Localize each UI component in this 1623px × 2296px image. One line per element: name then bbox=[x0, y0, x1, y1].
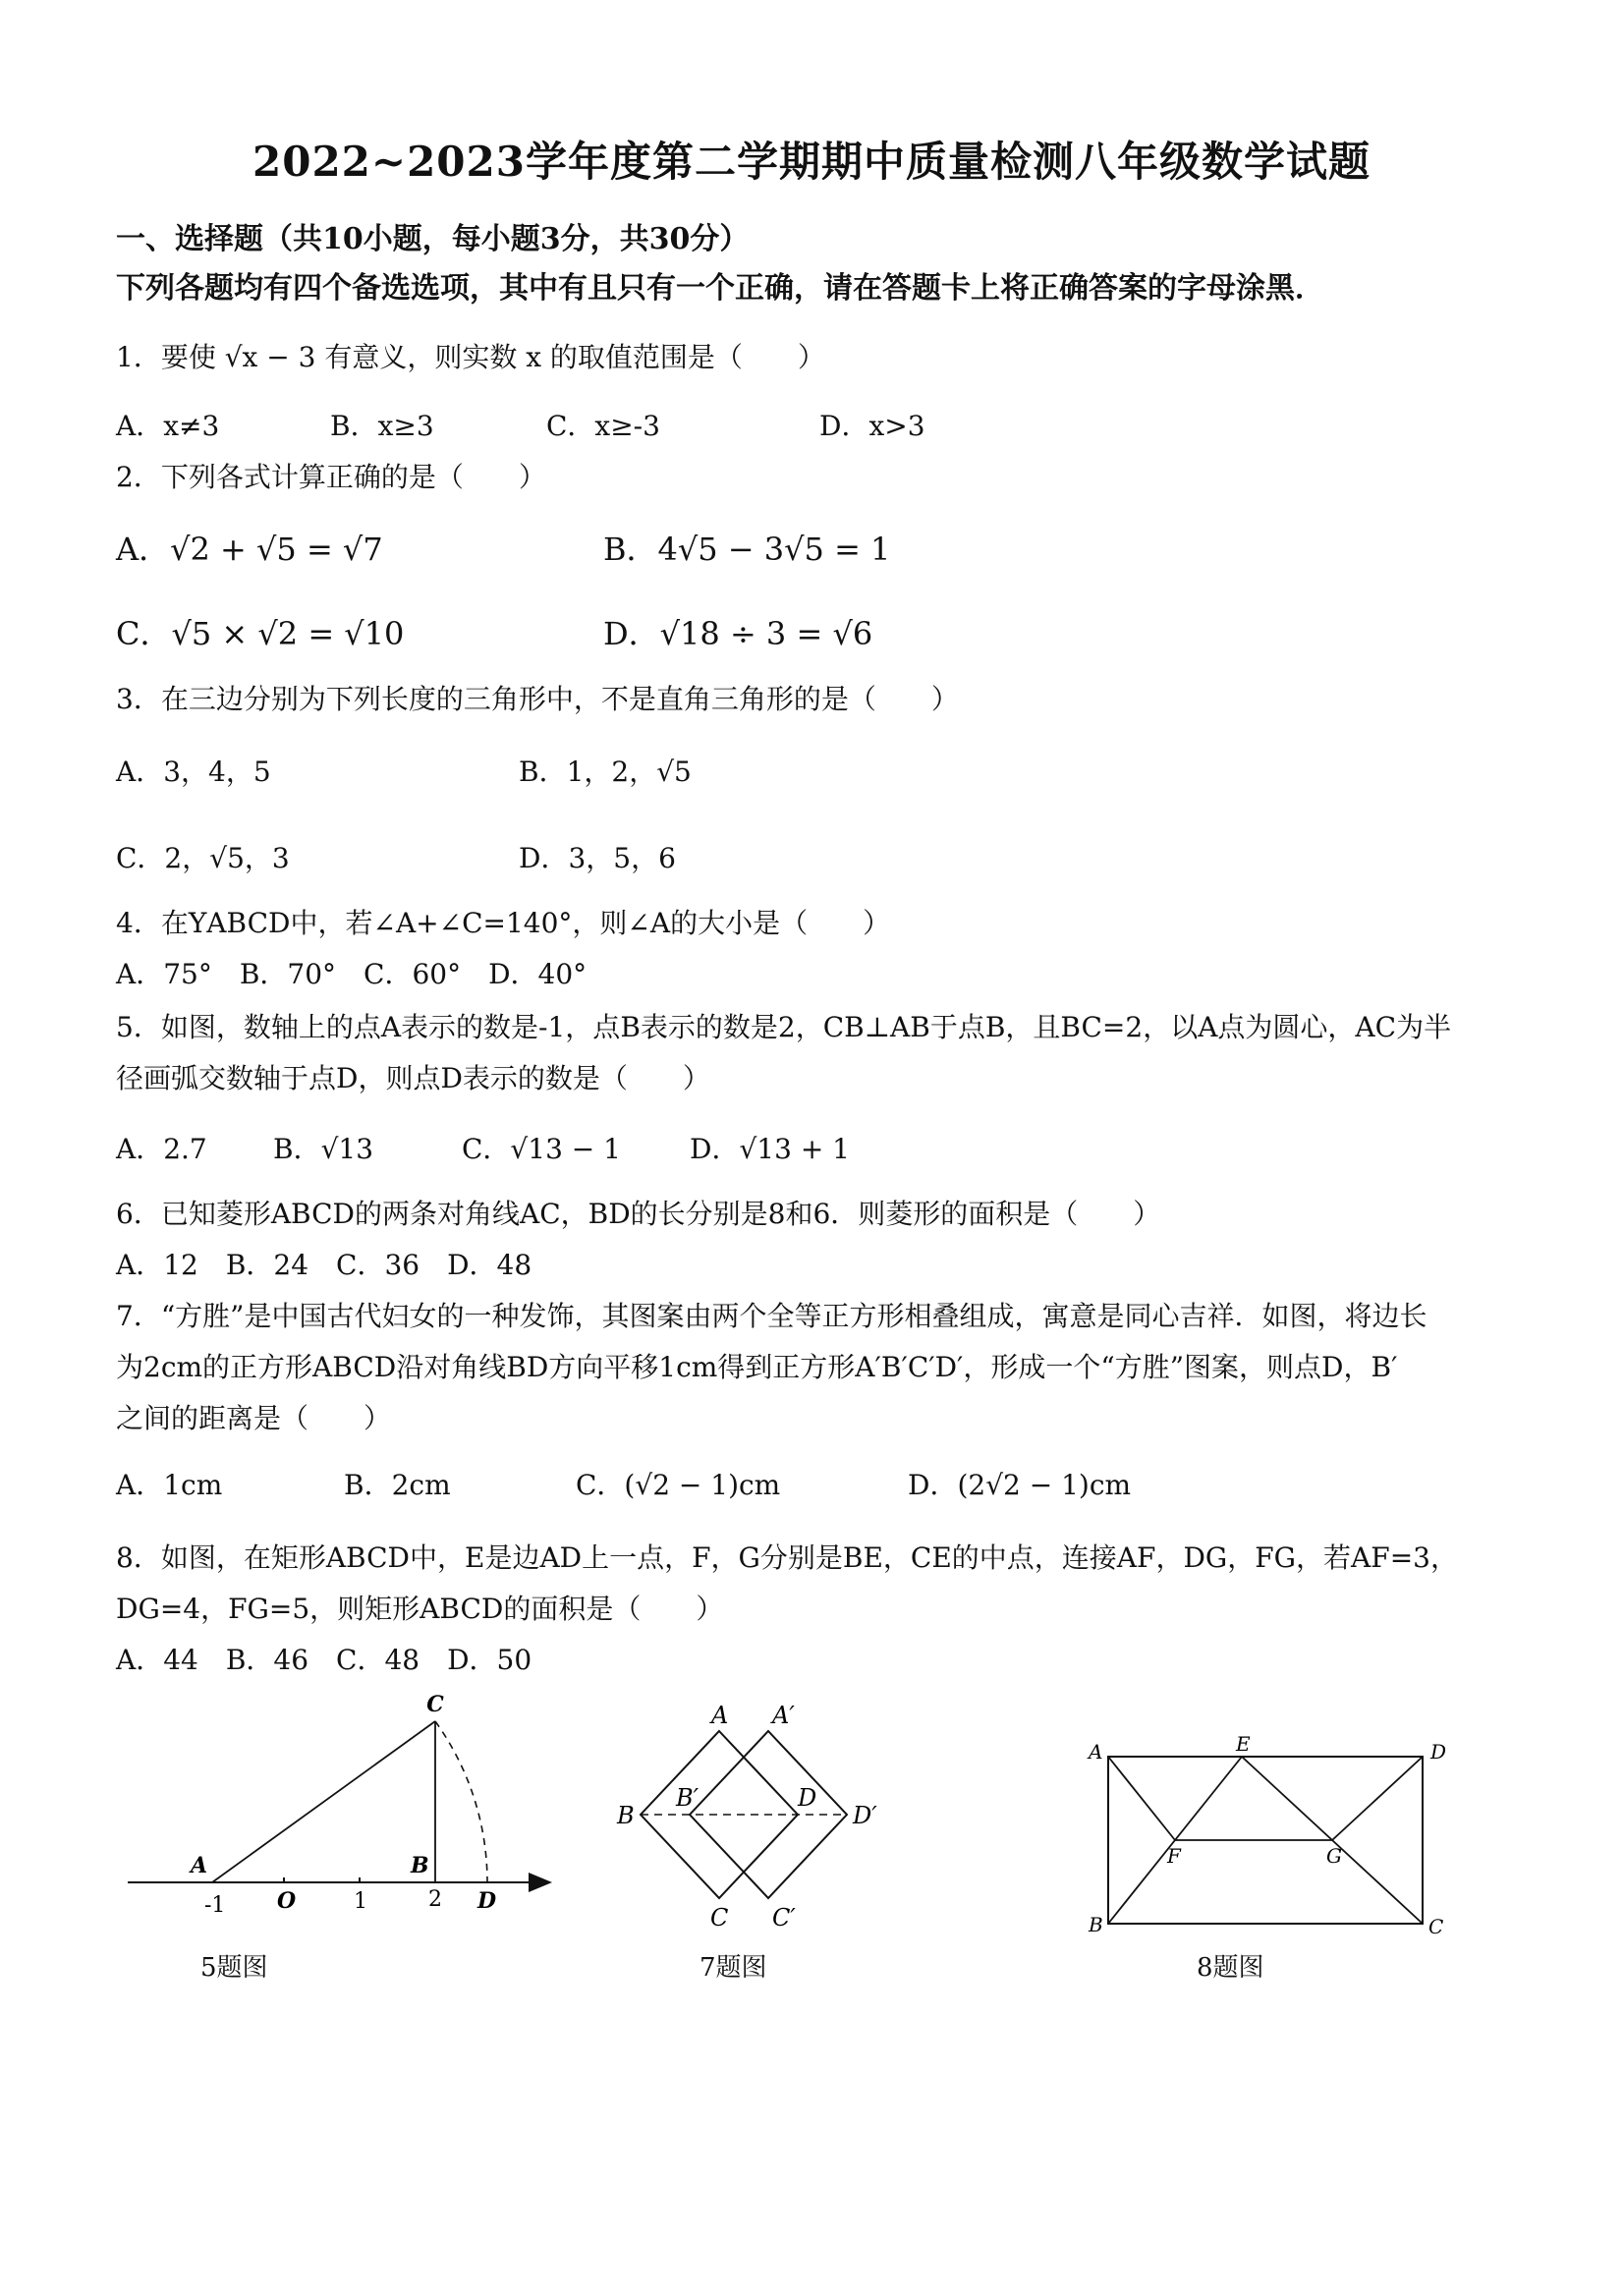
section-heading: 一、选择题（共10小题，每小题3分，共30分） bbox=[116, 222, 750, 256]
instruction-text: 下列各题均有四个备选选项，其中有且只有一个正确，请在答题卡上将正确答案的字母涂黑． bbox=[116, 271, 1324, 306]
question-6-stem: 6．已知菱形ABCD的两条对角线AC，BD的长分别是8和6．则菱形的面积是（ ） bbox=[116, 1198, 1161, 1230]
question-7-stem-line-2: 为2cm的正方形ABCD沿对角线BD方向平移1cm得到正方形A′B′C′D′，形成一个“方胜”图案，则点D，B′ bbox=[116, 1351, 1398, 1383]
square-abcd bbox=[641, 1731, 798, 1898]
question-7-stem-line-1: 7．“方胜”是中国古代妇女的一种发饰，其图案由两个全等正方形相叠组成，寓意是同心吉祥．如图，将边长 bbox=[116, 1300, 1427, 1332]
fig5-label-a: A bbox=[191, 1853, 208, 1878]
question-1-option-a: A．x≠3 bbox=[116, 410, 220, 442]
fig7-label-c-prime: C′ bbox=[772, 1904, 796, 1932]
fig7-label-a-prime: A′ bbox=[772, 1702, 795, 1729]
fig7-label-c: C bbox=[710, 1904, 729, 1932]
segment-dg bbox=[1332, 1757, 1423, 1840]
question-1-option-c: C．x≥-3 bbox=[546, 410, 660, 442]
fig8-label-b: B bbox=[1089, 1913, 1103, 1936]
question-7-option-a: A．1cm bbox=[116, 1469, 223, 1501]
question-3-option-a: A．3，4，5 bbox=[116, 756, 271, 788]
fig7-label-a: A bbox=[711, 1702, 729, 1729]
fig5-tick-minus-one: -1 bbox=[204, 1893, 226, 1918]
question-5-stem-line-2: 径画弧交数轴于点D，则点D表示的数是（ ） bbox=[116, 1062, 710, 1094]
question-2-option-a: A．√2 + √5 = √7 bbox=[116, 531, 383, 568]
fig8-label-g: G bbox=[1326, 1844, 1342, 1868]
fig5-tick-one: 1 bbox=[354, 1889, 367, 1914]
question-6-options: A．12 B．24 C．36 D．48 bbox=[116, 1249, 532, 1281]
question-5-option-a: A．2.7 bbox=[116, 1133, 207, 1165]
fig8-label-e: E bbox=[1236, 1732, 1251, 1756]
question-3-option-d: D．3，5，6 bbox=[519, 842, 676, 874]
question-1-option-d: D．x>3 bbox=[819, 410, 925, 442]
fig7-label-b: B bbox=[617, 1802, 635, 1829]
fig5-label-b: B bbox=[411, 1853, 429, 1878]
question-2-option-b: B．4√5 − 3√5 = 1 bbox=[603, 531, 891, 568]
fig5-tick-two: 2 bbox=[428, 1887, 442, 1912]
fig7-label-d: D bbox=[798, 1784, 817, 1812]
question-3-option-c: C．2，√5，3 bbox=[116, 842, 290, 874]
question-8-stem-line-1: 8．如图，在矩形ABCD中，E是边AD上一点，F，G分别是BE，CE的中点，连接AF，DG，FG，若AF=3， bbox=[116, 1541, 1458, 1574]
question-3-stem: 3．在三边分别为下列长度的三角形中，不是直角三角形的是（ ） bbox=[116, 683, 959, 715]
question-7-option-d: D．(2√2 − 1)cm bbox=[908, 1469, 1132, 1501]
page-title: 2022~2023学年度第二学期期中质量检测八年级数学试题 bbox=[252, 138, 1371, 186]
figure-5-number-line bbox=[118, 1682, 560, 1918]
fig7-label-b-prime: B′ bbox=[676, 1784, 700, 1812]
question-4-options: A．75° B．70° C．60° D．40° bbox=[116, 958, 588, 990]
figure-7-caption: 7题图 bbox=[700, 1953, 767, 1983]
question-2-stem: 2．下列各式计算正确的是（ ） bbox=[116, 461, 546, 493]
fig5-label-c: C bbox=[426, 1692, 444, 1717]
question-1-option-b: B．x≥3 bbox=[330, 410, 434, 442]
figure-8-caption: 8题图 bbox=[1197, 1953, 1264, 1983]
question-2-option-c: C．√5 × √2 = √10 bbox=[116, 615, 405, 652]
question-5-stem-line-1: 5．如图，数轴上的点A表示的数是-1，点B表示的数是2，CB⊥AB于点B，且BC=2，以A点为圆心，AC为半 bbox=[116, 1011, 1452, 1043]
segment-af bbox=[1108, 1757, 1175, 1840]
question-1-stem: 1．要使 √x − 3 有意义，则实数 x 的取值范围是（ ） bbox=[116, 341, 825, 373]
segment-ac bbox=[212, 1721, 435, 1882]
fig7-label-d-prime: D′ bbox=[853, 1802, 877, 1829]
figure-8-rectangle bbox=[1071, 1721, 1464, 1937]
question-4-stem: 4．在ҮABCD中，若∠A+∠C=140°，则∠A的大小是（ ） bbox=[116, 907, 891, 939]
question-8-stem-line-2: DG=4，FG=5，则矩形ABCD的面积是（ ） bbox=[116, 1593, 724, 1625]
question-2-option-d: D．√18 ÷ 3 = √6 bbox=[603, 615, 873, 652]
question-5-option-d: D．√13 + 1 bbox=[690, 1133, 850, 1165]
question-7-option-b: B．2cm bbox=[344, 1469, 451, 1501]
fig5-label-d: D bbox=[477, 1888, 497, 1914]
fig8-label-a: A bbox=[1089, 1740, 1103, 1764]
question-5-option-b: B．√13 bbox=[273, 1133, 374, 1165]
arc-cd bbox=[435, 1721, 487, 1882]
fig8-label-c: C bbox=[1428, 1915, 1444, 1937]
question-8-options: A．44 B．46 C．48 D．50 bbox=[116, 1644, 532, 1676]
figure-5-caption: 5题图 bbox=[200, 1953, 268, 1983]
fig5-label-o: O bbox=[277, 1888, 297, 1914]
question-7-option-c: C．(√2 − 1)cm bbox=[576, 1469, 781, 1501]
question-5-option-c: C．√13 − 1 bbox=[462, 1133, 621, 1165]
question-3-option-b: B．1，2，√5 bbox=[519, 756, 692, 788]
figure-7-fangsheng bbox=[599, 1702, 914, 1937]
question-7-stem-line-3: 之间的距离是（ ） bbox=[116, 1402, 392, 1434]
fig8-label-d: D bbox=[1430, 1740, 1447, 1764]
fig8-label-f: F bbox=[1167, 1844, 1181, 1868]
